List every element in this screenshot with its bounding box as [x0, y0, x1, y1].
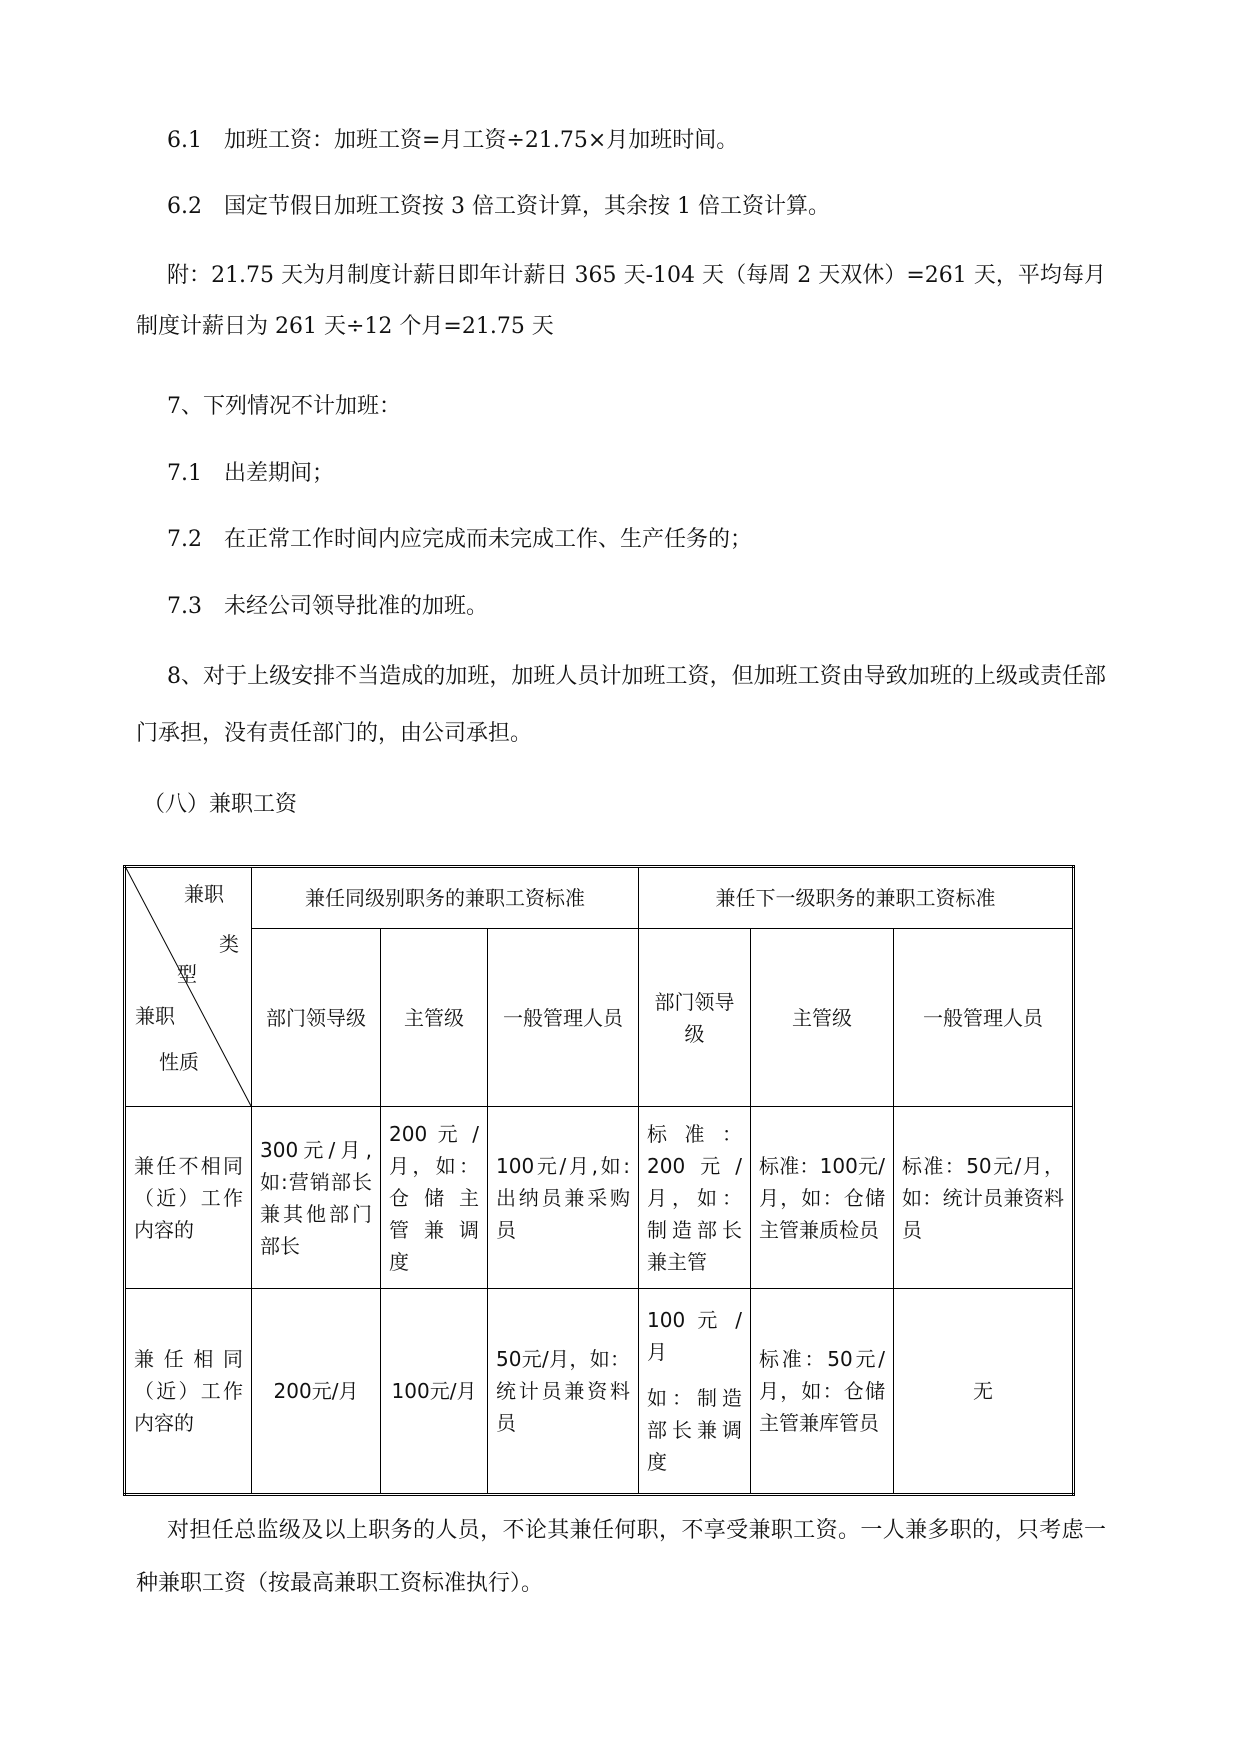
column-header: 部门领导级 — [252, 929, 381, 1107]
paragraph-6-2: 6.2 国定节假日加班工资按 3 倍工资计算，其余按 1 倍工资计算。 — [167, 194, 830, 219]
column-header: 主管级 — [381, 929, 488, 1107]
diagonal-header-cell — [125, 867, 252, 1107]
corner-label-top: 兼职 — [184, 882, 224, 906]
table-cell: 标准：50元/月，如：仓储主管兼库管员 — [751, 1289, 894, 1495]
row-label: 兼任相同（近）工作内容的 — [125, 1289, 252, 1495]
group-header-lower-level: 兼任下一级职务的兼职工资标准 — [639, 867, 1074, 929]
corner-label-nature-1: 兼职 — [135, 1004, 175, 1028]
cell-line: 如：制造部长兼调度 — [647, 1386, 742, 1474]
paragraph-note: 附：21.75 天为月制度计薪日即年计薪日 365 天-104 天（每周 2 天双休）=261 天，平均每月制度计薪日为 261 天÷12 个月=21.75 天 — [136, 263, 1106, 339]
part-time-wage-table — [123, 865, 1075, 1496]
table-cell: 50元/月，如：统计员兼资料员 — [488, 1289, 639, 1495]
column-header: 一般管理人员 — [488, 929, 639, 1107]
table-cell: 200 元 /月，如：仓 储 主管 兼 调度 — [381, 1107, 488, 1289]
table-cell: 标准：50元/月，如：统计员兼资料员 — [894, 1107, 1074, 1289]
row-label: 兼任不相同（近）工作内容的 — [125, 1107, 252, 1289]
corner-label-nature-2: 性质 — [159, 1050, 199, 1074]
table-cell: 100元/月 — [381, 1289, 488, 1495]
paragraph-7-1: 7.1 出差期间； — [167, 461, 334, 486]
corner-label-type-1: 类 — [219, 932, 239, 956]
corner-label-type-2: 型 — [177, 962, 197, 986]
paragraph-7: 7、下列情况不计加班： — [167, 394, 401, 419]
paragraph-7-3: 7.3 未经公司领导批准的加班。 — [167, 594, 488, 619]
table-cell: 标准：100元/月，如：仓储主管兼质检员 — [751, 1107, 894, 1289]
closing-paragraph: 对担任总监级及以上职务的人员，不论其兼任何职，不享受兼职工资。一人兼多职的，只考虑一种兼职工资（按最高兼职工资标准执行）。 — [136, 1518, 1106, 1596]
table-cell: 无 — [894, 1289, 1074, 1495]
table-cell: 标准：200元/月，如：制造部长兼主管 — [639, 1107, 751, 1289]
column-header: 部门领导级 — [639, 929, 751, 1107]
table-cell: 100元/月,如:出纳员兼采购员 — [488, 1107, 639, 1289]
section-heading: （八）兼职工资 — [143, 792, 298, 817]
table-cell: 300元/月,如:营销部长兼其他部门部长 — [252, 1107, 381, 1289]
table-cell: 200元/月 — [252, 1289, 381, 1495]
table-cell — [639, 1289, 751, 1495]
paragraph-6-1: 6.1 加班工资：加班工资=月工资÷21.75×月加班时间。 — [167, 128, 739, 153]
cell-line: 100 元 /月 — [647, 1308, 742, 1364]
column-header: 一般管理人员 — [894, 929, 1074, 1107]
paragraph-7-2: 7.2 在正常工作时间内应完成而未完成工作、生产任务的； — [167, 527, 752, 552]
paragraph-8: 8、对于上级安排不当造成的加班，加班人员计加班工资，但加班工资由导致加班的上级或责任部门承担，没有责任部门的，由公司承担。 — [136, 664, 1106, 746]
group-header-same-level: 兼任同级别职务的兼职工资标准 — [252, 867, 639, 929]
column-header: 主管级 — [751, 929, 894, 1107]
